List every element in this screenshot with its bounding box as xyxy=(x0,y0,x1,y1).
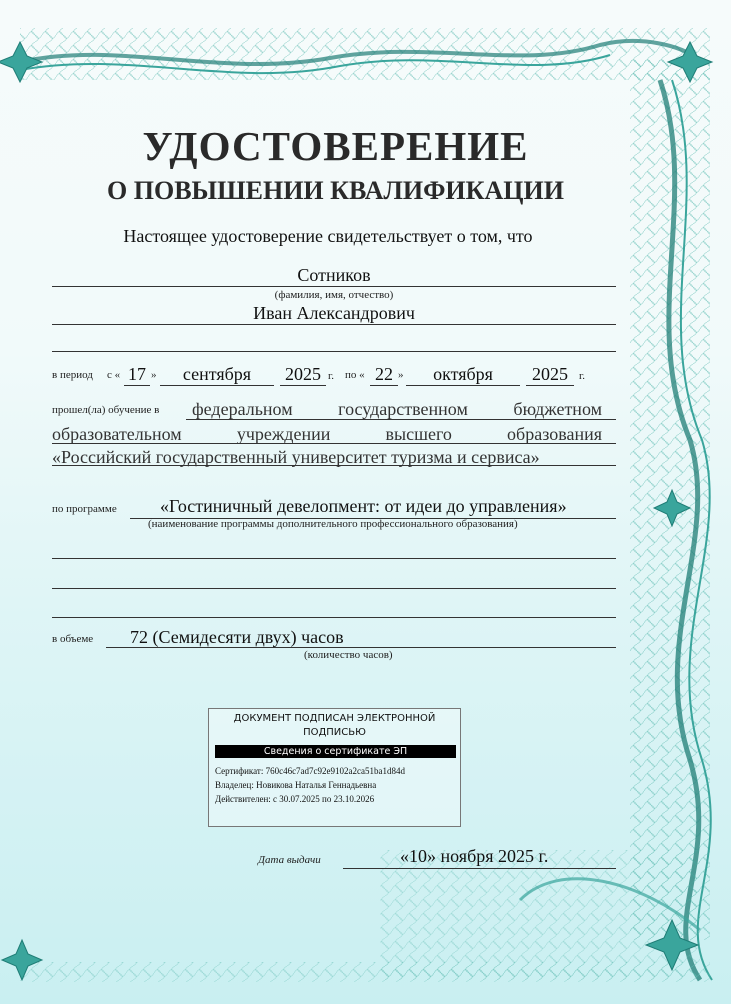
certificate-serial: Сертификат: 760c46c7ad7c92e9102a2ca51ba1d84d xyxy=(215,766,406,776)
blank-line-1 xyxy=(52,351,616,352)
period-to-month-line xyxy=(406,385,520,386)
period-to-month: октября xyxy=(433,364,493,384)
period-to-year: 2025 xyxy=(532,364,568,384)
period-year-suffix-1: г. xyxy=(328,370,335,382)
blank-line-4 xyxy=(52,617,616,618)
surname-value: Сотников xyxy=(297,265,371,285)
period-from-year: 2025 xyxy=(285,364,321,384)
training-line-3-rule xyxy=(52,465,616,466)
training-line-1: федеральном государственном бюджетном xyxy=(192,399,602,419)
period-from-quote: » xyxy=(151,369,157,381)
period-year-suffix-2: г. xyxy=(579,370,586,382)
period-to-day: 22 xyxy=(375,364,393,384)
stamp-heading xyxy=(209,712,460,740)
surname-line xyxy=(52,286,616,287)
blank-line-3 xyxy=(52,588,616,589)
training-line-1-rule xyxy=(186,419,616,420)
name-hint: (фамилия, имя, отчество) xyxy=(274,289,394,301)
training-label: прошел(ла) обучение в xyxy=(52,404,160,416)
certificate-info-bar: Сведения о сертификате ЭП xyxy=(215,745,456,758)
program-label: по программе xyxy=(52,503,117,515)
given-names-value: Иван Александрович xyxy=(253,303,415,323)
certificate-validity: Действителен: с 30.07.2025 по 23.10.2026 xyxy=(215,794,375,804)
period-from-year-line xyxy=(280,385,326,386)
stamp-heading-line-2: ПОДПИСЬЮ xyxy=(303,727,366,738)
period-to-quote: » xyxy=(398,369,404,381)
intro-text: Настоящее удостоверение свидетельствует о том, что xyxy=(123,226,533,246)
period-to-year-line xyxy=(526,385,574,386)
period-from-day: 17 xyxy=(128,364,146,384)
period-from-prefix: с « xyxy=(107,369,121,381)
issue-date-rule xyxy=(343,868,616,869)
volume-rule xyxy=(106,647,616,648)
issue-date-value: «10» ноября 2025 г. xyxy=(400,846,549,866)
period-to-prefix: по « xyxy=(345,369,365,381)
stamp-heading-line-1: ДОКУМЕНТ ПОДПИСАН ЭЛЕКТРОННОЙ xyxy=(233,713,436,724)
period-from-day-line xyxy=(124,385,150,386)
document-title: УДОСТОВЕРЕНИЕ xyxy=(142,123,529,169)
issue-date-label: Дата выдачи xyxy=(258,854,321,866)
period-from-month-line xyxy=(160,385,274,386)
training-line-2: образовательном учреждении высшего образования xyxy=(52,424,602,444)
given-names-line xyxy=(52,324,616,325)
electronic-signature-stamp xyxy=(208,708,461,827)
volume-value: 72 (Семидесяти двух) часов xyxy=(130,627,344,647)
training-line-2-rule xyxy=(52,443,616,444)
blank-line-2 xyxy=(52,558,616,559)
volume-hint: (количество часов) xyxy=(304,649,393,661)
document-subtitle: О ПОВЫШЕНИИ КВАЛИФИКАЦИИ xyxy=(107,176,564,205)
program-hint: (наименование программы дополнительного профессионального образования) xyxy=(148,518,518,530)
certificate-owner: Владелец: Новикова Наталья Геннадьевна xyxy=(215,780,377,790)
volume-label: в объеме xyxy=(52,633,94,645)
program-value: «Гостиничный девелопмент: от идеи до управления» xyxy=(160,496,567,516)
period-to-day-line xyxy=(370,385,398,386)
period-label: в период xyxy=(52,369,93,381)
period-from-month: сентября xyxy=(182,364,252,384)
training-line-3: «Российский государственный университет туризма и сервиса» xyxy=(52,447,540,467)
